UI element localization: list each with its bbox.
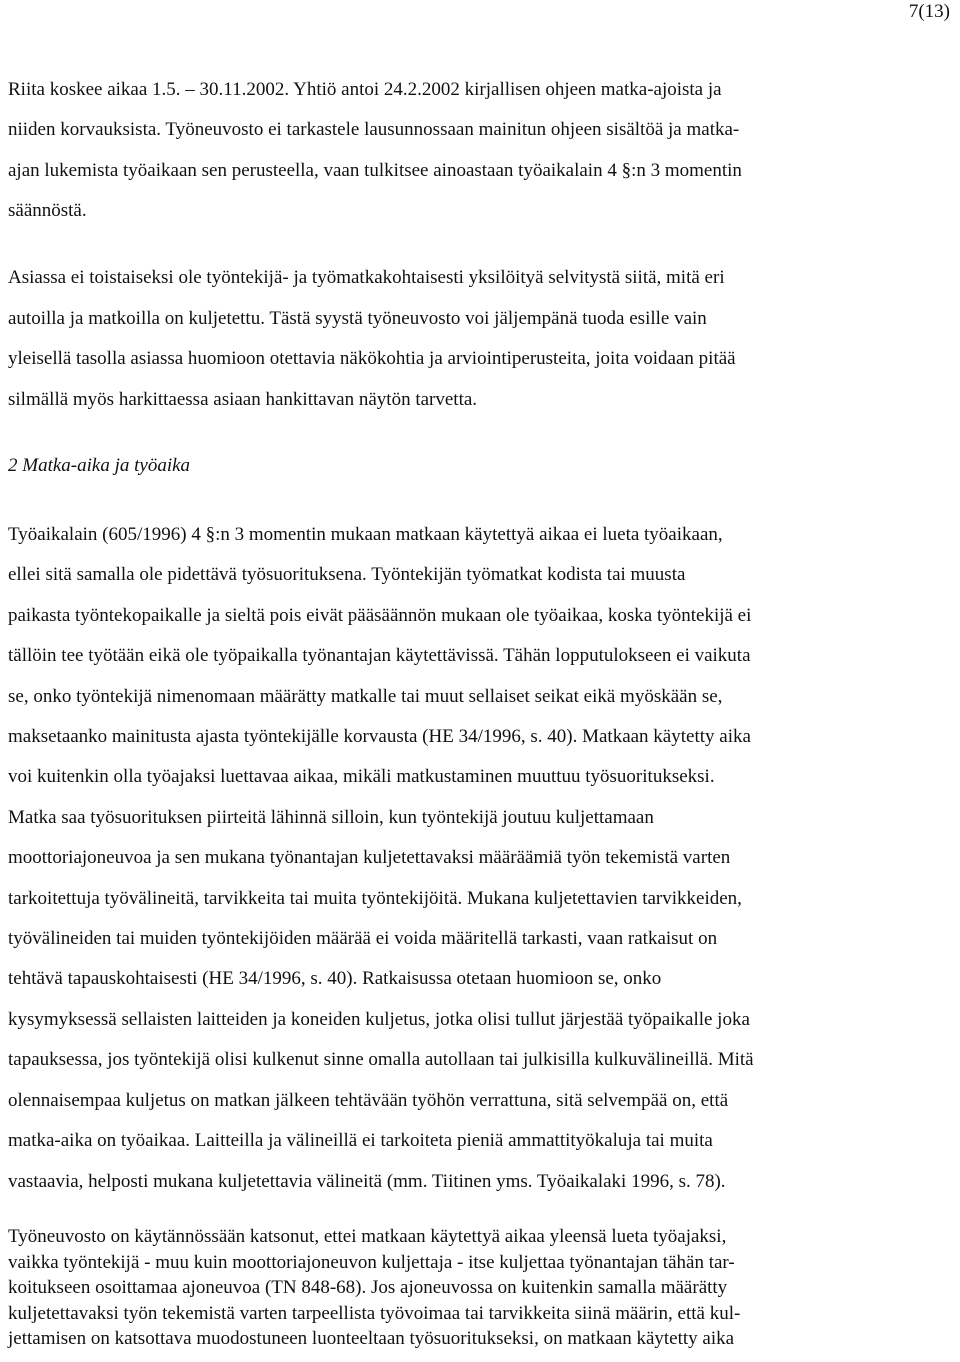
section-heading: 2 Matka-aika ja työaika xyxy=(8,455,191,476)
text-line: maksetaanko mainitusta ajasta työntekijälle korvausta (HE 34/1996, s. 40). Matkaan käytetty aika xyxy=(8,726,751,748)
paragraph-board-practice xyxy=(8,1224,952,1352)
text-line: silmällä myös harkittaessa asiaan hankittavan näytön tarvetta. xyxy=(8,388,478,410)
text-line: Riita koskee aikaa 1.5. – 30.11.2002. Yhtiö antoi 24.2.2002 kirjallisen ohjeen matka-ajoista ja xyxy=(8,79,722,100)
text-line: jettamisen on katsottava muodostuneen luonteeltaan työsuoritukseksi, on matkaan käytetty aika xyxy=(8,1328,735,1349)
text-line: tapauksessa, jos työntekijä olisi kulkenut sinne omalla autollaan tai julkisilla kulkuvälineillä. Mitä xyxy=(8,1049,754,1071)
text-line: Matka saa työsuorituksen piirteitä lähinnä silloin, kun työntekijä joutuu kuljettamaan xyxy=(8,806,654,828)
text-line: tehtävä tapauskohtaisesti (HE 34/1996, s. 40). Ratkaisussa otetaan huomioon se, onko xyxy=(8,968,662,990)
text-line: säännöstä. xyxy=(8,199,87,221)
text-line: voi kuitenkin olla työajaksi luettavaa aikaa, mikäli matkustaminen muuttuu työsuoritukseksi. xyxy=(8,766,715,788)
text-line: ajan lukemista työaikaan sen perusteella, vaan tulkitsee ainoastaan työaikalain 4 §:n 3 momentin xyxy=(8,159,742,181)
text-line: olennaisempaa kuljetus on matkan jälkeen tehtävään työhön verrattuna, sitä selvempää on, että xyxy=(8,1089,729,1111)
text-line: niiden korvauksista. Työneuvosto ei tarkastele lausunnossaan mainitun ohjeen sisältöä ja matka- xyxy=(8,119,740,141)
text-line: työvälineiden tai muiden työntekijöiden määrää ei voida määritellä tarkasti, vaan ratkaisut on xyxy=(8,928,718,950)
text-line: kuljetettavaksi työn tekemistä varten tarpeellista työvoimaa tai tarvikkeita siinä määrin, että kul- xyxy=(8,1302,741,1324)
text-line: tällöin tee työtään eikä ole työpaikalla työnantajan käytettävissä. Tähän lopputulokseen ei vaikuta xyxy=(8,645,751,667)
text-line: kysymyksessä sellaisten laitteiden ja koneiden kuljetus, jotka olisi tullut järjestää työpaikalle joka xyxy=(8,1008,750,1030)
text-line: yleisellä tasolla asiassa huomioon otettavia näkökohtia ja arviointiperusteita, joita voidaan pitää xyxy=(8,348,736,369)
paragraph-dispute-period xyxy=(8,70,952,231)
text-line: Työneuvosto on käytännössään katsonut, ettei matkaan käytettyä aikaa yleensä lueta työajaksi, xyxy=(8,1226,727,1247)
text-line: tarkoitettuja työvälineitä, tarvikkeita tai muita työntekijöitä. Mukana kuljetettavien tarvikkeiden, xyxy=(8,887,742,909)
text-line: moottoriajoneuvoa ja sen mukana työnantajan kuljetettavaksi määräämiä työn tekemistä varten xyxy=(8,847,731,869)
text-line: paikasta työntekopaikalle ja sieltä pois eivät pääsäännön mukaan ole työaikaa, koska työntekijä ei xyxy=(8,604,752,626)
text-line: Asiassa ei toistaiseksi ole työntekijä- ja työmatkakohtaisesti yksilöityä selvitystä siitä, mitä eri xyxy=(8,267,725,288)
text-line: koitukseen osoittamaa ajoneuvoa (TN 848-68). Jos ajoneuvossa on kuitenkin samalla määrätty xyxy=(8,1277,728,1298)
text-line: Työaikalain (605/1996) 4 §:n 3 momentin mukaan matkaan käytettyä aikaa ei lueta työaikaan, xyxy=(8,524,723,545)
text-line: autoilla ja matkoilla on kuljetettu. Tästä syystä työneuvosto voi jäljempänä tuoda esille vain xyxy=(8,307,707,329)
page-number: 7(13) xyxy=(908,1,950,22)
text-line: vastaavia, helposti mukana kuljetettavia välineitä (mm. Tiitinen yms. Työaikalaki 1996, s. 78). xyxy=(8,1170,726,1192)
text-line: se, onko työntekijä nimenomaan määrätty matkalle tai muut sellaiset seikat eikä myöskään se, xyxy=(8,685,723,707)
paragraph-travel-time-law xyxy=(8,515,952,1202)
text-line: ellei sitä samalla ole pidettävä työsuorituksena. Työntekijän työmatkat kodista tai muusta xyxy=(8,564,686,586)
text-line: vaikka työntekijä - muu kuin moottoriajoneuvon kuljettaja - itse kuljettaa työnantajan tähän tar- xyxy=(8,1251,735,1273)
text-line: matka-aika on työaikaa. Laitteilla ja välineillä ei tarkoiteta pieniä ammattityökaluja tai muita xyxy=(8,1130,713,1152)
paragraph-evidence xyxy=(8,258,952,420)
